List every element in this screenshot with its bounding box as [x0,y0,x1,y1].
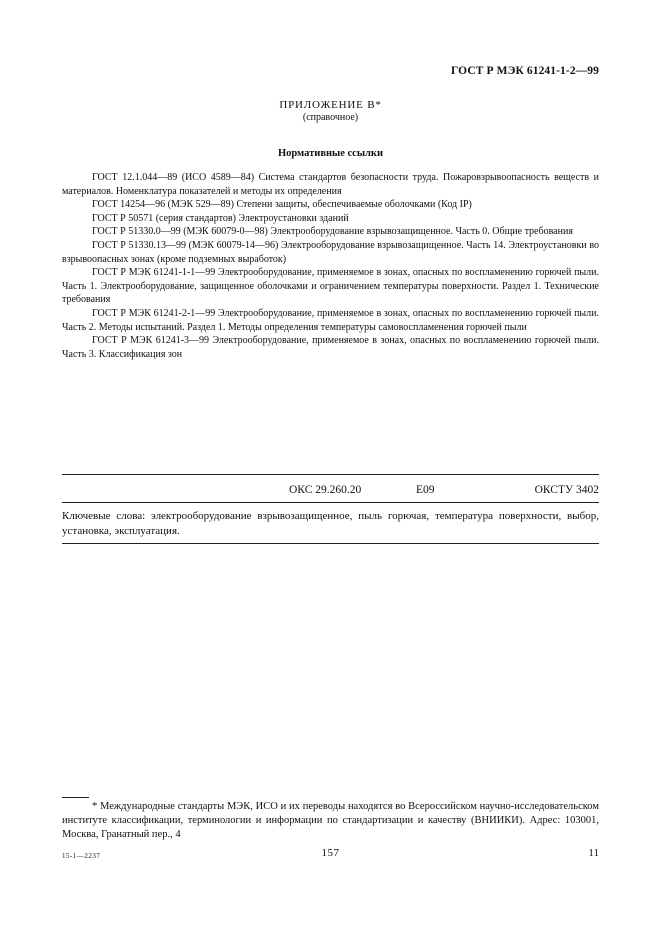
divider-middle [62,502,599,503]
keywords: Ключевые слова: электрооборудование взрывозащищенное, пыль горючая, температура поверхности, выбор, установка, эксплуатация. [62,510,599,537]
standard-code: ГОСТ Р МЭК 61241-1-2—99 [451,65,599,77]
footnote-rule [62,797,89,798]
footnote-text: * Международные стандарты МЭК, ИСО и их переводы находятся во Всероссийском научно-исследовательском институте классификации, терминологии и информации по стандартизации и качеству (ВНИИКИ). Адрес: 103001, Москва, Гранатный пер., 4 [62,801,599,840]
reference-item: ГОСТ Р МЭК 61241-1-1—99 Электрооборудование, применяемое в зонах, опасных по воспламенению горючей пыли. Часть 1. Электрооборудование, защищенное оболочками и ограничением температуры поверхности. Раздел 1. Технические требования [62,267,599,306]
appendix-note: (справочное) [302,112,359,123]
print-code: 15-1—2237 [62,852,101,860]
category-code: Е09 [416,484,435,496]
reference-item: ГОСТ Р МЭК 61241-2-1—99 Электрооборудование, применяемое в зонах, опасных по воспламенению горючей пыли. Часть 2. Методы испытаний. Раздел 1. Методы определения температуры самовоспламенения горючей пыли [62,307,599,333]
references-list [62,171,599,361]
reference-item: ГОСТ Р 51330.13—99 (МЭК 60079-14—96) Электрооборудование взрывозащищенное. Часть 14. Электроустановки во взрывоопасных зонах (кроме подземных выработок) [62,239,599,265]
footnote [62,800,599,842]
page-number-right: 11 [588,847,599,859]
page-number-center: 157 [321,847,340,859]
reference-item: ГОСТ 12.1.044—89 (ИСО 4589—84) Система стандартов безопасности труда. Пожаровзрывоопасность веществ и материалов. Номенклатура показателей и методы их определения [62,172,599,197]
reference-item: ГОСТ Р 50571 (серия стандартов) Электроустановки зданий [92,212,349,224]
oks-code: ОКС 29.260.20 [289,484,362,496]
section-title: Нормативные ссылки [277,148,384,159]
reference-item: ГОСТ Р 51330.0—99 (МЭК 60079-0—98) Электрооборудование взрывозащищенное. Часть 0. Общие требования [92,226,573,238]
reference-item: ГОСТ 14254—96 (МЭК 529—89) Степени защиты, обеспечиваемые оболочками (Код IP) [92,199,472,211]
okstu-code: ОКСТУ 3402 [534,484,599,496]
reference-item: ГОСТ Р МЭК 61241-3—99 Электрооборудование, применяемое в зонах, опасных по воспламенению горючей пыли. Часть 3. Классификация зон [62,335,599,360]
divider-bottom [62,543,599,544]
appendix-title: ПРИЛОЖЕНИЕ В* [279,99,382,111]
divider-top [62,474,599,475]
